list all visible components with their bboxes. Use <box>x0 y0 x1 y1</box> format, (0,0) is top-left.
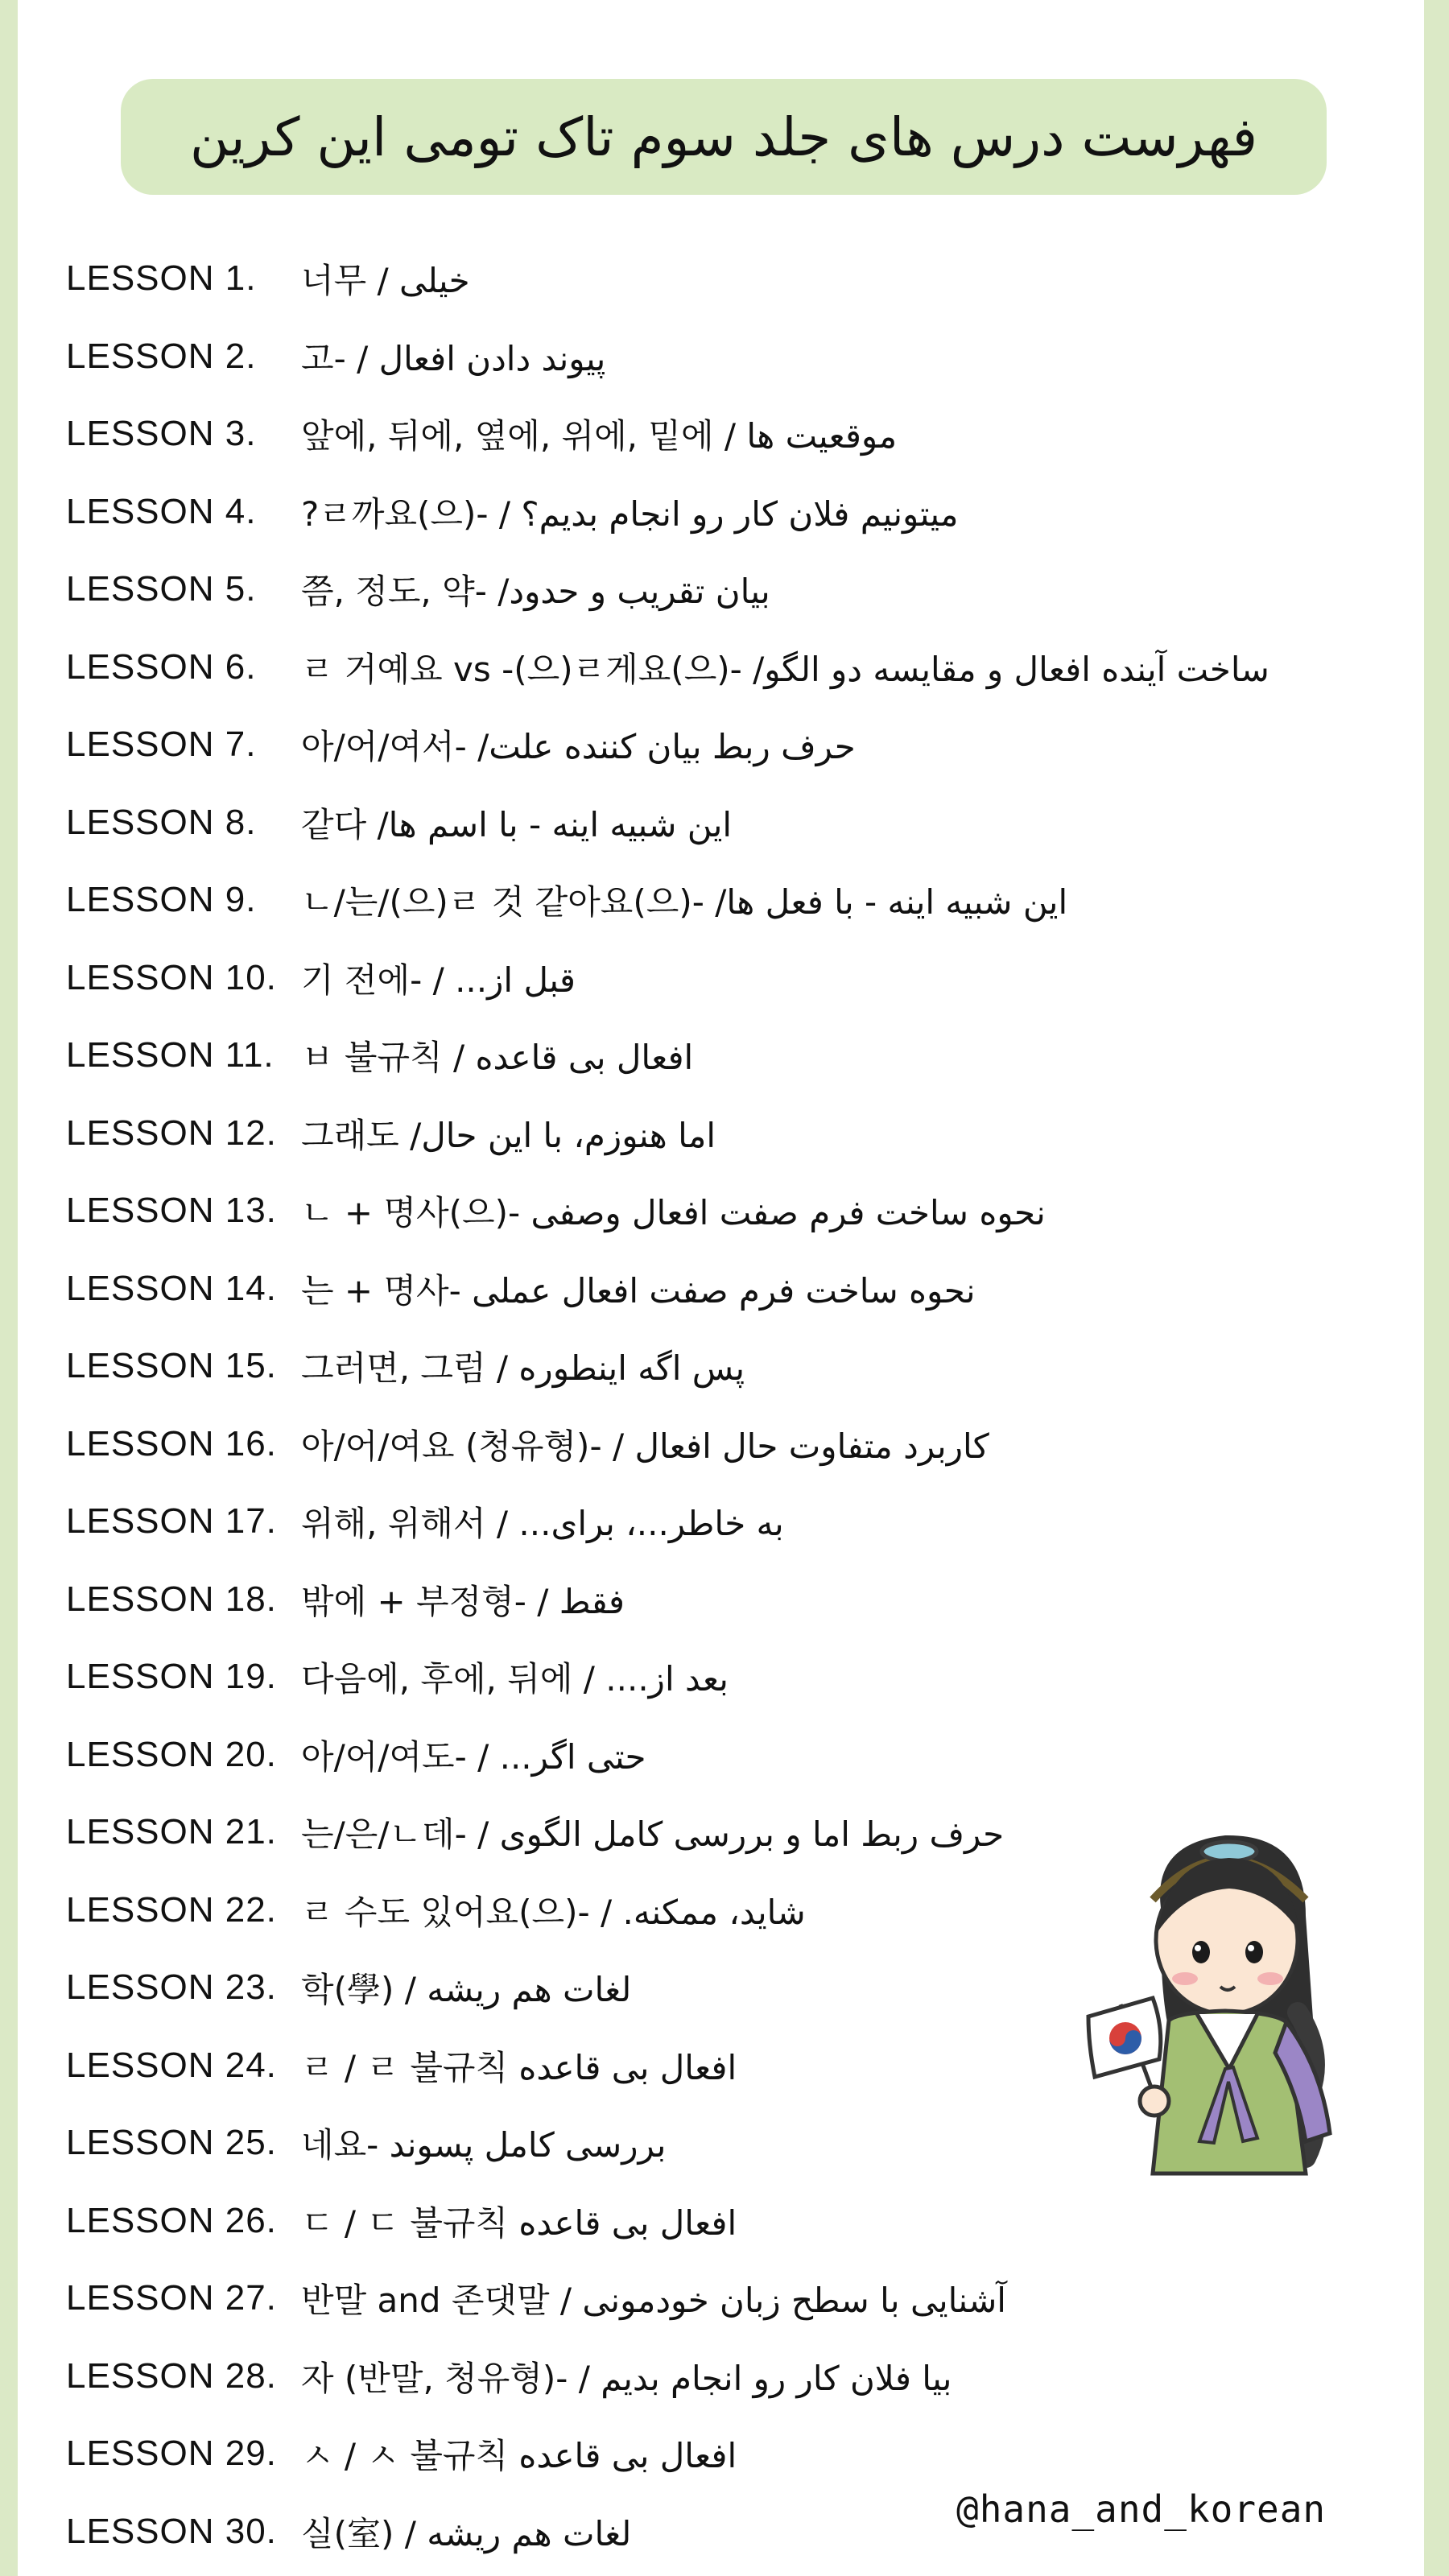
lesson-item <box>66 1327 1418 1406</box>
lesson-topic: افعال بی قاعده / ㅂ 불규칙 <box>301 1038 694 1078</box>
lesson-item <box>66 1716 1418 1794</box>
lesson-number: LESSON 18. <box>66 1579 277 1619</box>
lesson-topic: بعد از.... / 다음에, 후에, 뒤에 <box>301 1659 729 1699</box>
korean-girl-hanbok-flag-icon <box>1064 1811 1386 2206</box>
watermark-handle: @hana_and_korean <box>956 2487 1327 2531</box>
lesson-number: LESSON 15. <box>66 1346 277 1386</box>
lesson-number: LESSON 6. <box>66 646 257 687</box>
lesson-number: LESSON 29. <box>66 2434 277 2474</box>
lesson-topic: بیان تقریب و حدود/ -쯤, 정도, 약 <box>301 572 770 612</box>
lesson-number: LESSON 9. <box>66 880 257 920</box>
lesson-number: LESSON 11. <box>66 1035 275 1075</box>
lesson-item <box>66 2338 1418 2416</box>
lesson-topic: میتونیم فلان کار رو انجام بدیم؟ / -(으)ㄹ까요? <box>301 493 959 534</box>
lesson-item <box>66 2260 1418 2338</box>
lesson-number: LESSON 8. <box>66 802 257 842</box>
lesson-topic: بیا فلان کار رو انجام بدیم / -자 (반말, 청유형) <box>301 2358 952 2398</box>
lesson-number: LESSON 4. <box>66 491 257 531</box>
lesson-item <box>66 1017 1418 1095</box>
lesson-topic: این شبیه اینه - با اسم ها/ 같다 <box>301 804 733 844</box>
lesson-number: LESSON 30. <box>66 2511 277 2551</box>
lesson-item <box>66 473 1418 551</box>
lesson-topic: این شبیه اینه - با فعل ها/ -(으)ㄴ/는/(으)ㄹ 것 같아요 <box>301 882 1068 923</box>
lesson-topic: آشنایی با سطح زبان خودمونی / 반말 and 존댓말 <box>301 2281 1006 2321</box>
lesson-item <box>66 1406 1418 1484</box>
lesson-number: LESSON 27. <box>66 2278 277 2318</box>
lesson-item <box>66 1483 1418 1561</box>
lesson-number: LESSON 22. <box>66 1889 277 1930</box>
lesson-number: LESSON 21. <box>66 1812 277 1852</box>
lesson-number: LESSON 17. <box>66 1501 277 1542</box>
lesson-number: LESSON 19. <box>66 1657 277 1697</box>
lesson-number: LESSON 26. <box>66 2200 277 2240</box>
lesson-item <box>66 551 1418 629</box>
lesson-topic: پس اگه اینطوره / 그러면, 그럼 <box>301 1348 745 1389</box>
lesson-item <box>66 2415 1418 2493</box>
lesson-topic: حرف ربط اما و بررسی کامل الگوی / -는/은/ㄴ데 <box>301 1814 1005 1855</box>
lesson-item <box>66 1638 1418 1716</box>
lesson-number: LESSON 16. <box>66 1423 277 1463</box>
lesson-topic: حتی اگر... / -아/어/여도 <box>301 1736 646 1777</box>
lesson-item <box>66 395 1418 473</box>
lesson-topic: افعال بی قاعده ㅅ / ㅅ 불규칙 <box>301 2436 737 2476</box>
lesson-number: LESSON 12. <box>66 1113 277 1153</box>
lesson-topic: نحوه ساخت فرم صفت افعال وصفی -(으)ㄴ + 명사 <box>301 1193 1046 1233</box>
lesson-topic: حرف ربط بیان کننده علت/ -아/어/여서 <box>301 727 856 767</box>
lesson-item <box>66 240 1418 318</box>
lesson-topic: افعال بی قاعده ㄷ / ㄷ 불규칙 <box>301 2202 737 2243</box>
lesson-item <box>66 1250 1418 1328</box>
lesson-topic: اما هنوزم، با این حال/ 그래도 <box>301 1115 716 1155</box>
lesson-topic: افعال بی قاعده ㄹ / ㄹ 불규칙 <box>301 2047 737 2087</box>
page-title: فهرست درس های جلد سوم تاک تومی این کرین <box>189 105 1258 168</box>
lesson-topic: نحوه ساخت فرم صفت افعال عملی -는 + 명사 <box>301 1270 976 1311</box>
lesson-number: LESSON 5. <box>66 569 257 609</box>
lesson-topic: بررسی کامل پسوند -네요 <box>301 2125 667 2165</box>
lesson-item <box>66 706 1418 784</box>
lesson-topic: لغات هم ریشه / 학(學) <box>301 1970 632 2010</box>
lesson-number: LESSON 20. <box>66 1734 277 1774</box>
lesson-topic: به خاطر...، برای... / 위해, 위해서 <box>301 1504 784 1544</box>
lesson-item <box>66 629 1418 707</box>
lesson-number: LESSON 14. <box>66 1268 277 1308</box>
lesson-topic: خیلی / 너무 <box>301 261 470 301</box>
lesson-number: LESSON 28. <box>66 2355 277 2396</box>
lesson-item <box>66 861 1418 939</box>
lesson-item <box>66 939 1418 1018</box>
lesson-topic: شاید، ممکنه. / -(으)ㄹ 수도 있어요 <box>301 1892 806 1932</box>
lesson-item <box>66 318 1418 396</box>
lesson-item <box>66 1095 1418 1173</box>
lesson-topic: قبل از... / -기 전에 <box>301 960 576 1000</box>
lesson-number: LESSON 10. <box>66 957 277 997</box>
lesson-number: LESSON 1. <box>66 258 257 299</box>
lesson-number: LESSON 3. <box>66 414 257 454</box>
lesson-list <box>66 240 1418 2570</box>
lesson-topic: موقعیت ها / 앞에, 뒤에, 옆에, 위에, 밑에 <box>301 416 898 456</box>
lesson-number: LESSON 7. <box>66 724 257 765</box>
lesson-number: LESSON 25. <box>66 2123 277 2163</box>
lesson-item <box>66 784 1418 862</box>
lesson-topic: ساخت آینده افعال و مقایسه دو الگو/ -(으)ㄹ 거예요 vs -(으)ㄹ게요 <box>301 649 1269 689</box>
lesson-topic: کاربرد متفاوت حال افعال / -아/어/여요 (청유형) <box>301 1426 989 1466</box>
lesson-number: LESSON 23. <box>66 1967 277 2008</box>
lesson-topic: لغات هم ریشه / 실(室) <box>301 2513 632 2553</box>
document-page <box>18 0 1424 2576</box>
lesson-number: LESSON 24. <box>66 2045 277 2085</box>
lesson-topic: پیوند دادن افعال / -고 <box>301 338 606 378</box>
lesson-topic: فقط / -밖에 + 부정형 <box>301 1581 625 1621</box>
title-banner <box>121 79 1327 195</box>
lesson-item <box>66 1561 1418 1639</box>
lesson-number: LESSON 2. <box>66 336 257 376</box>
lesson-item <box>66 1172 1418 1250</box>
lesson-number: LESSON 13. <box>66 1191 277 1231</box>
